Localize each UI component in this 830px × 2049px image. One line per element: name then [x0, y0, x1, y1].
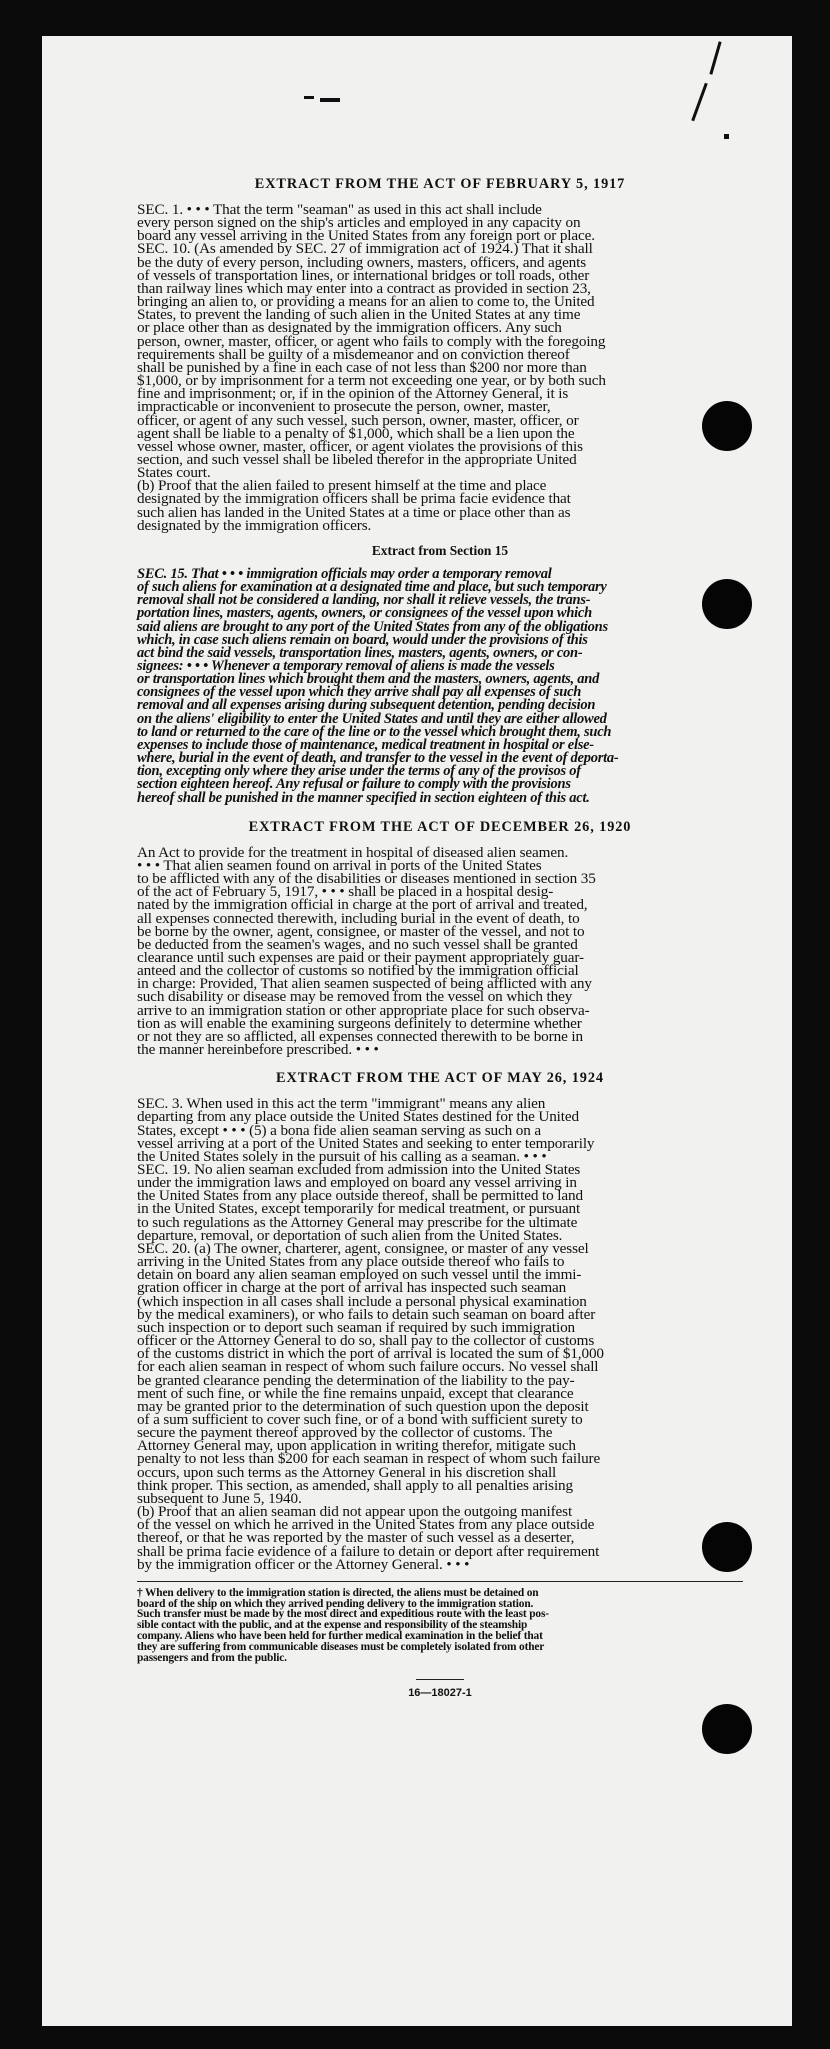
- paragraph-sec15: SEC. 15. That • • • immigration officials may order a temporary removal of such aliens for examination at a designated time and place, but such temporary removal shall not be considered a landing, nor shall it relieve vessels, the trans- portation lines, masters, agents, owners, or consignees of the vessel upon which said aliens are brought to any port of the United States from any of the obligations which, in case such aliens remain on board, would under the provisions of this act bind the said vessels, transportation lines, masters, agents, owners, or con- signees: • • • Whenever a temporary removal of aliens is made the vessels or transportation lines which brought them and the masters, owners, agents, and consignees of the vessel upon which they arrive shall pay all expenses of such removal and all expenses arising during subsequent detention, pending decision on the aliens' eligibility to enter the United States and until they are either allowed to land or returned to the care of the line or to the vessel which brought them, such expenses to include those of maintenance, medical treatment in hospital or else- where, burial in the event of death, and transfer to the vessel in the event of deporta- tion, excepting only where they arise under the terms of any of the provisos of section eighteen hereof. Any refusal or failure to comply with the provisions hereof shall be punished in the manner specified in section eighteen of this act.: [137, 565, 619, 806]
- heading-act-1924: EXTRACT FROM THE ACT OF MAY 26, 1924: [276, 1070, 604, 1087]
- punch-hole: [702, 1704, 752, 1754]
- form-number: 16—18027-1: [408, 1687, 472, 1700]
- paragraph-proof-b: (b) Proof that the alien failed to present himself at the time and place designated by the immigration officers shall be prima facie evidence that such alien has landed in the United States at a time or place other than as designated by the immigration officers.: [137, 477, 571, 534]
- ink-mark: [320, 98, 340, 102]
- ink-mark: [709, 41, 721, 75]
- footnote: † When delivery to the immigration station is directed, the aliens must be detained on board of the ship on which they arrived pending delivery to the immigration station. Such transfer must be made by the most direct and expeditious route with the least pos- sible contact with the public, and at the expense and responsibility of the steamship company. Aliens who have been held for further medical examination in the belief that they are suffering from communicable diseases must be completely isolated from other passengers and from the public.: [137, 1581, 743, 1664]
- ink-mark: [691, 83, 707, 122]
- ink-mark: [724, 134, 729, 139]
- rule-line: [416, 1679, 464, 1680]
- paragraph-act-1924: SEC. 3. When used in this act the term "immigrant" means any alien departing from any place outside the United States destined for the United States, except • • • (5) a bona fide alien seaman serving as such on a vessel arriving at a port of the United States and seeking to enter temporarily the United States solely in the pursuit of his calling as a seaman. • • • SEC. 19. No alien seaman excluded from admission into the United States under the immigration laws and employed on board any vessel arriving in the United States from any place outside thereof, shall be permitted to land in the United States, except temporarily for medical treatment, or pursuant to such regulations as the Attorney General may prescribe for the ultimate departure, removal, or deportation of such alien from the United States. SEC. 20. (a) The owner, charterer, agent, consignee, or master of any vessel arriving in the United States from any place outside thereof who fails to detain on board any alien seaman employed on such vessel until the immi- gration officer in charge at the port of arrival has inspected such seaman (which inspection in all cases shall include a personal physical examination by the medical examiners), or who fails to detain such seaman on board after such inspection or to deport such seaman if required by such immigration officer or the Attorney General to do so, shall pay to the collector of customs of the customs district in which the port of arrival is located the sum of $1,000 for each alien seaman in respect of whom such failure occurs. No vessel shall be granted clearance pending the determination of the liability to the pay- ment of such fine, or while the fine remains unpaid, except that clearance may be granted prior to the determination of such question upon the deposit of a sum sufficient to cover such fine, or of a bond with sufficient surety to secure the payment thereof approved by the collector of customs. The Attorney General may, upon application in writing therefor, mitigate such penalty to not less than $200 for each seaman in respect of whom such failure occurs, upon such terms as the Attorney General in his discretion shall think proper. This section, as amended, shall apply to all penalties arising subsequent to June 5, 1940. (b) Proof that an alien seaman did not appear upon the outgoing manifest of the vessel on which he arrived in the United States from any place outside thereof, or that he was reported by the master of such vessel as a deserter, shall be prima facie evidence of a failure to detain or deport after requirement by the immigration officer or the Attorney General. • • •: [137, 1095, 604, 1573]
- heading-section-15: Extract from Section 15: [371, 542, 509, 558]
- form-number-block: [137, 1675, 743, 1699]
- heading-act-1917: EXTRACT FROM THE ACT OF FEBRUARY 5, 1917: [254, 176, 626, 192]
- document-text: [137, 176, 743, 1699]
- document-page: [42, 36, 792, 2026]
- ink-mark: [304, 96, 314, 99]
- heading-act-1920: EXTRACT FROM THE ACT OF DECEMBER 26, 1920: [248, 818, 632, 835]
- paragraph-act-1920: An Act to provide for the treatment in hospital of diseased alien seamen. • • • That alien seamen found on arrival in ports of the United States to be afflicted with any of the disabilities or diseases mentioned in section 35 of the act of February 5, 1917, • • • shall be placed in a hospital desig- nated by the immigration official in charge at the port of arrival and treated, all expenses connected therewith, including burial in the event of death, to be borne by the owner, agent, consignee, or master of the vessel, and not to be deducted from the seamen's wages, and no such vessel shall be granted clearance until such expenses are paid or their payment appropriately guar- anteed and the collector of customs so notified by the immigration official in charge: Provided, That alien seamen suspected of being afflicted with any such disability or disease may be removed from the vessel on which they arrive to an immigration station or other appropriate place for such observa- tion as will enable the examining surgeons definitely to determine whether or not they are so afflicted, all expenses connected therewith to be borne in the manner hereinbefore prescribed. • • •: [137, 843, 596, 1059]
- paragraph-sec1-sec10: SEC. 1. • • • That the term "seaman" as used in this act shall include every person signed on the ship's articles and employed in any capacity on board any vessel arriving in the United States from any foreign port or place. SEC. 10. (As amended by SEC. 27 of immigration act of 1924.) That it shall be the duty of every person, including owners, masters, officers, and agents of vessels of transportation lines, or international bridges or toll roads, other than railway lines which may enter into a contract as provided in section 23, bringing an alien to, or providing a means for an alien to come to, the United States, to prevent the landing of such alien in the United States at any time or place other than as designated by the immigration officers. Any such person, owner, master, officer, or agent who fails to comply with the foregoing requirements shall be guilty of a misdemeanor and on conviction thereof shall be punished by a fine in each case of not less than $200 nor more than $1,000, or by imprisonment for a term not exceeding one year, or by both such fine and imprisonment; or, if in the opinion of the Attorney General, it is impracticable or inconvenient to prosecute the person, owner, master, officer, or agent of any such vessel, such person, owner, master, officer, or agent shall be liable to a penalty of $1,000, which shall be a lien upon the vessel whose owner, master, officer, or agent violates the provisions of this section, and such vessel shall be libeled therefor in the appropriate United States court.: [137, 201, 606, 482]
